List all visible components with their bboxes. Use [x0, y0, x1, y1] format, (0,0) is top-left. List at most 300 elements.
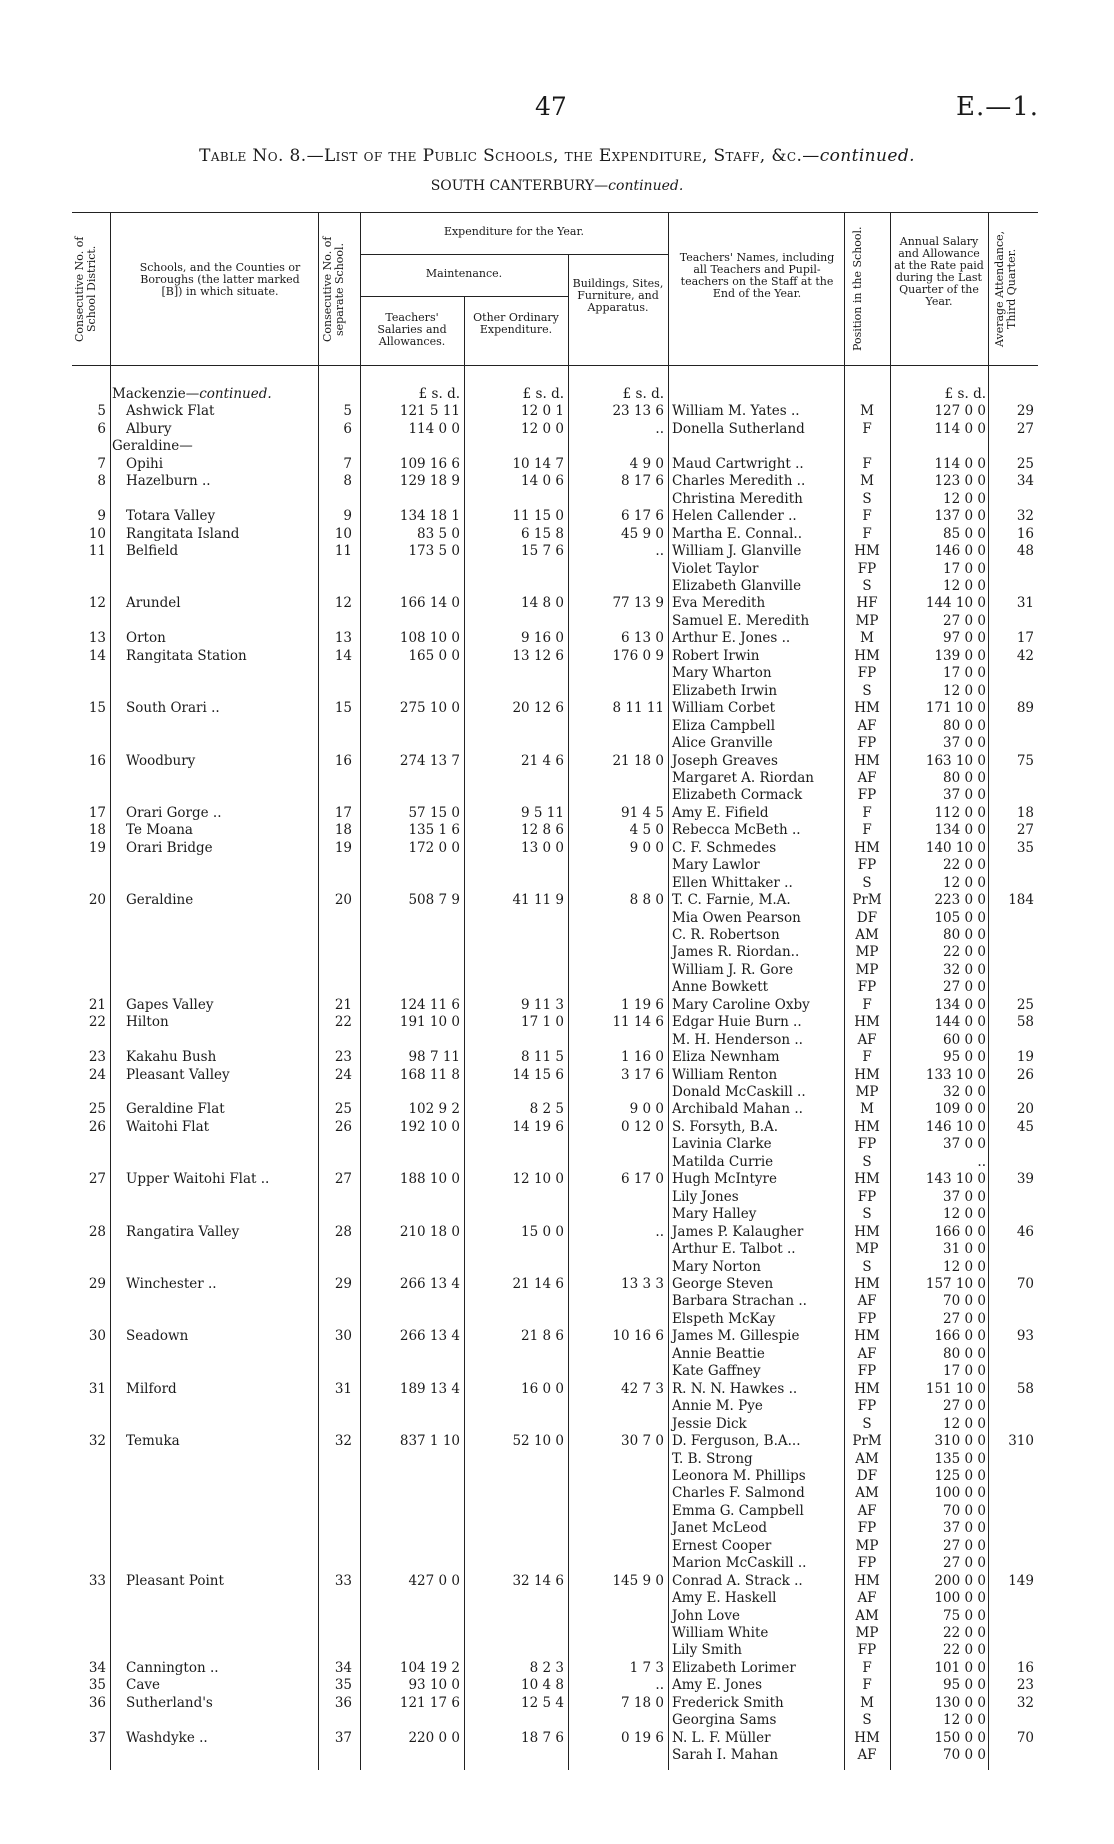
- annual-salary: 134 0 0: [934, 996, 986, 1013]
- attendance: 70: [1016, 1729, 1034, 1746]
- table-row: [0, 1067, 1114, 1084]
- annual-salary: 146 0 0: [934, 543, 986, 559]
- school-name: Cannington ..: [126, 1659, 219, 1676]
- school-name: Woodbury: [126, 752, 196, 769]
- position: M: [860, 403, 874, 420]
- teacher-name: Helen Callender ..: [672, 508, 797, 525]
- salaries: 192 10 0: [399, 1118, 460, 1135]
- annual-salary: 27 0 0: [943, 1310, 986, 1327]
- expenditure-rule: [360, 254, 668, 255]
- header-buildings: Buildings, Sites, Furniture, and Apparatus.: [572, 277, 664, 314]
- annual-salary: 22 0 0: [943, 1642, 986, 1659]
- school-no: 29: [334, 1275, 352, 1292]
- district-no: 31: [88, 1380, 106, 1397]
- table-row: [0, 648, 1114, 665]
- position: M: [860, 630, 874, 647]
- buildings: 6 13 0: [621, 630, 664, 647]
- district-no: 9: [97, 508, 106, 525]
- teacher-name: Arthur E. Jones ..: [672, 630, 791, 647]
- header-school: Schools, and the Counties or Boroughs (the latter marked [B]) in which situate.: [139, 261, 301, 298]
- attendance: 17: [1016, 630, 1034, 647]
- buildings: 45 9 0: [621, 525, 664, 542]
- teacher-name: Mary Caroline Oxby: [672, 996, 810, 1013]
- annual-salary: 70 0 0: [943, 1293, 986, 1310]
- teacher-name: Mary Lawlor: [672, 857, 760, 874]
- teacher-name: Christina Meredith: [672, 490, 803, 507]
- buildings: 145 9 0: [612, 1572, 664, 1589]
- annual-salary: £ s. d.: [944, 386, 986, 402]
- teacher-name: Lily Jones: [672, 1188, 739, 1205]
- school-no: 10: [334, 525, 352, 542]
- position: F: [862, 996, 872, 1013]
- teacher-name: James M. Gillespie: [672, 1328, 800, 1345]
- position: HM: [854, 1275, 880, 1292]
- district-no: 18: [88, 822, 106, 839]
- table-row: [0, 1520, 1114, 1537]
- annual-salary: 125 0 0: [934, 1467, 986, 1484]
- table-row: [0, 1224, 1114, 1241]
- table-row: [0, 1398, 1114, 1415]
- annual-salary: 12 0 0: [943, 1415, 986, 1432]
- school-no: 28: [334, 1223, 352, 1240]
- teacher-name: Amy E. Jones: [672, 1677, 763, 1694]
- teacher-name: Donella Sutherland: [672, 420, 805, 437]
- teacher-name: Georgina Sams: [672, 1712, 777, 1729]
- annual-salary: 150 0 0: [934, 1729, 986, 1746]
- school-name: Geraldine—: [112, 438, 193, 455]
- salaries: 173 5 0: [408, 543, 460, 559]
- table-row: [0, 1416, 1114, 1433]
- buildings: 1 7 3: [629, 1659, 664, 1676]
- salaries: 172 0 0: [408, 839, 460, 856]
- annual-salary: 37 0 0: [943, 1136, 986, 1153]
- table-row: [0, 997, 1114, 1014]
- annual-salary: 70 0 0: [943, 1747, 986, 1764]
- teacher-name: Amy E. Fifield: [672, 804, 769, 821]
- teacher-name: T. C. Farnie, M.A.: [672, 892, 791, 908]
- other-expenditure: 13 12 6: [512, 647, 564, 664]
- annual-salary: 151 10 0: [925, 1380, 986, 1397]
- other-expenditure: 11 15 0: [512, 508, 564, 525]
- table-row: [0, 892, 1114, 909]
- table-row: [0, 700, 1114, 717]
- other-expenditure: 15 0 0: [521, 1223, 564, 1240]
- attendance: 70: [1016, 1275, 1034, 1292]
- header-school-no: Consecutive No. of separate School.: [321, 236, 346, 342]
- district-no: 23: [88, 1049, 106, 1066]
- table-row: [0, 630, 1114, 647]
- table-row: [0, 683, 1114, 700]
- salaries: 102 9 2: [408, 1101, 460, 1118]
- buildings: 3 17 6: [621, 1066, 664, 1083]
- salaries: 121 17 6: [399, 1694, 460, 1711]
- header-district-no: Consecutive No. of School District.: [73, 236, 98, 342]
- salaries: 837 1 10: [399, 1433, 460, 1449]
- position: HM: [854, 543, 880, 559]
- school-name: Rangatira Valley: [126, 1223, 240, 1240]
- teacher-name: Samuel E. Meredith: [672, 612, 810, 629]
- school-name: Milford: [126, 1380, 177, 1397]
- table-title-continued: continued.: [819, 146, 915, 166]
- school-no: 33: [334, 1572, 352, 1589]
- buildings: 77 13 9: [612, 595, 664, 612]
- attendance: 32: [1016, 1694, 1034, 1711]
- buildings: 11 14 6: [612, 1014, 664, 1031]
- table-row: [0, 1485, 1114, 1502]
- district-no: 21: [88, 996, 106, 1013]
- salaries: 210 18 0: [399, 1223, 460, 1240]
- buildings: 9 0 0: [629, 839, 664, 856]
- position: S: [862, 490, 872, 507]
- district-no: 28: [88, 1223, 106, 1240]
- other-expenditure: 8 2 5: [529, 1101, 564, 1118]
- school-no: 12: [334, 595, 352, 612]
- table-row: [0, 1101, 1114, 1118]
- annual-salary: 127 0 0: [934, 403, 986, 420]
- salaries: 266 13 4: [399, 1275, 460, 1292]
- table-row: [0, 1189, 1114, 1206]
- teacher-name: Frederick Smith: [672, 1694, 784, 1711]
- district-no: 13: [88, 630, 106, 647]
- other-expenditure: 12 8 6: [521, 822, 564, 839]
- buildings: 8 11 11: [612, 700, 664, 717]
- annual-salary: 223 0 0: [934, 892, 986, 908]
- buildings: 0 12 0: [621, 1118, 664, 1135]
- district-no: 15: [88, 700, 106, 717]
- attendance: 58: [1016, 1380, 1034, 1397]
- teacher-name: Annie Beattie: [672, 1345, 765, 1362]
- school-name: Sutherland's: [126, 1694, 213, 1711]
- school-name: Albury: [126, 420, 172, 437]
- page-number: 47: [535, 92, 567, 121]
- teacher-name: Charles F. Salmond: [672, 1485, 805, 1502]
- attendance: 27: [1016, 420, 1034, 437]
- position: FP: [857, 1188, 877, 1205]
- annual-salary: 80 0 0: [943, 926, 986, 943]
- position: FP: [857, 1310, 877, 1327]
- annual-salary: 123 0 0: [934, 473, 986, 490]
- attendance: 25: [1016, 455, 1034, 472]
- school-no: 30: [334, 1328, 352, 1345]
- other-expenditure: 41 11 9: [512, 892, 564, 908]
- school-name: Orton: [126, 630, 166, 647]
- annual-salary: 134 0 0: [934, 822, 986, 839]
- table-row: [0, 1276, 1114, 1293]
- district-no: 22: [88, 1014, 106, 1031]
- table-row: [0, 543, 1114, 560]
- table-row: [0, 1346, 1114, 1363]
- school-name: Temuka: [126, 1433, 180, 1449]
- other-expenditure: 14 0 6: [521, 473, 564, 490]
- position: HM: [854, 1118, 880, 1135]
- teacher-name: Leonora M. Phillips: [672, 1467, 806, 1484]
- teacher-name: Martha E. Connal..: [672, 525, 803, 542]
- position: FP: [857, 735, 877, 751]
- school-no: 34: [334, 1659, 352, 1676]
- other-expenditure: 17 1 0: [521, 1014, 564, 1031]
- position: HM: [854, 1380, 880, 1397]
- district-no: 33: [88, 1572, 106, 1589]
- table-row: [0, 1538, 1114, 1555]
- position: FP: [857, 1363, 877, 1380]
- salaries: 134 18 1: [399, 508, 460, 525]
- table-row: [0, 1328, 1114, 1345]
- position: M: [860, 1694, 874, 1711]
- school-no: 26: [334, 1118, 352, 1135]
- salaries: 121 5 11: [399, 403, 460, 420]
- teacher-name: William White: [672, 1625, 769, 1641]
- school-name: Kakahu Bush: [126, 1049, 217, 1066]
- table-row: [0, 473, 1114, 490]
- school-name: Te Moana: [126, 822, 193, 839]
- position: F: [862, 525, 872, 542]
- position: F: [862, 1049, 872, 1066]
- annual-salary: 139 0 0: [934, 647, 986, 664]
- position: M: [860, 473, 874, 490]
- annual-salary: 70 0 0: [943, 1502, 986, 1519]
- salaries: 427 0 0: [408, 1572, 460, 1589]
- district-no: 36: [88, 1694, 106, 1711]
- attendance: 25: [1016, 996, 1034, 1013]
- table-row: [0, 735, 1114, 752]
- other-expenditure: 6 15 8: [521, 525, 564, 542]
- teacher-name: Maud Cartwright ..: [672, 455, 804, 472]
- salaries: 129 18 9: [399, 473, 460, 490]
- annual-salary: 80 0 0: [943, 769, 986, 786]
- table-row: [0, 1433, 1114, 1450]
- district-no: 12: [88, 595, 106, 612]
- school-no: 9: [343, 508, 352, 525]
- continued-marker: continued.: [199, 386, 272, 402]
- district-no: 29: [88, 1275, 106, 1292]
- buildings: 4 9 0: [629, 455, 664, 472]
- buildings: ..: [655, 1223, 664, 1240]
- attendance: 19: [1016, 1049, 1034, 1066]
- district-no: 11: [88, 543, 106, 559]
- salaries: 168 11 8: [399, 1066, 460, 1083]
- buildings: 10 16 6: [612, 1328, 664, 1345]
- school-no: 18: [334, 822, 352, 839]
- school-name: Orari Bridge: [126, 839, 213, 856]
- annual-salary: 95 0 0: [943, 1677, 986, 1694]
- district-no: 16: [88, 752, 106, 769]
- header-expenditure: Expenditure for the Year.: [443, 225, 585, 238]
- school-no: 8: [343, 473, 352, 490]
- school-no: 13: [334, 630, 352, 647]
- other-expenditure: 18 7 6: [521, 1729, 564, 1746]
- other-expenditure: 8 11 5: [521, 1049, 564, 1066]
- attendance: 29: [1016, 403, 1034, 420]
- region-continued: continued.: [608, 178, 684, 194]
- position: AF: [857, 1747, 877, 1764]
- annual-salary: 80 0 0: [943, 1345, 986, 1362]
- school-name: Gapes Valley: [126, 996, 214, 1013]
- buildings: 6 17 0: [621, 1171, 664, 1188]
- district-no: 37: [88, 1729, 106, 1746]
- table-row: [0, 753, 1114, 770]
- table-row: [0, 403, 1114, 420]
- annual-salary: 85 0 0: [943, 525, 986, 542]
- annual-salary: 105 0 0: [934, 909, 986, 926]
- table-row: [0, 1259, 1114, 1276]
- position: F: [862, 508, 872, 525]
- school-no: 24: [334, 1066, 352, 1083]
- teacher-name: Elspeth McKay: [672, 1310, 776, 1327]
- annual-salary: 31 0 0: [943, 1241, 986, 1257]
- annual-salary: 37 0 0: [943, 1520, 986, 1537]
- table-row: [0, 1032, 1114, 1049]
- position: S: [862, 1258, 872, 1275]
- position: S: [862, 874, 872, 891]
- position: FP: [857, 1555, 877, 1572]
- other-expenditure: 16 0 0: [521, 1380, 564, 1397]
- table-row: [0, 1451, 1114, 1468]
- school-name: Opihi: [126, 455, 164, 472]
- buildings: 21 18 0: [612, 752, 664, 769]
- teacher-name: Violet Taylor: [672, 560, 759, 577]
- annual-salary: 12 0 0: [943, 1258, 986, 1275]
- teacher-name: Marion McCaskill ..: [672, 1555, 807, 1572]
- annual-salary: 37 0 0: [943, 735, 986, 751]
- teacher-name: C. R. Robertson: [672, 926, 780, 943]
- attendance: 310: [1008, 1433, 1034, 1449]
- position: S: [862, 578, 872, 594]
- position: MP: [855, 1537, 879, 1554]
- district-no: 5: [97, 403, 106, 420]
- district-no: 7: [97, 455, 106, 472]
- table-row: [0, 910, 1114, 927]
- header-top-rule: [72, 212, 1038, 213]
- header-bottom-rule: [72, 365, 1038, 366]
- school-name: Belfield: [126, 543, 179, 559]
- position: AF: [857, 1345, 877, 1362]
- annual-salary: 112 0 0: [934, 804, 986, 821]
- salaries: £ s. d.: [418, 386, 460, 402]
- salaries: 266 13 4: [399, 1328, 460, 1345]
- attendance: 23: [1016, 1677, 1034, 1694]
- school-name: Totara Valley: [126, 508, 216, 525]
- teacher-name: George Steven: [672, 1275, 774, 1292]
- teacher-name: Joseph Greaves: [672, 752, 778, 769]
- position: F: [862, 822, 872, 839]
- other-expenditure: 10 4 8: [521, 1677, 564, 1694]
- annual-salary: 12 0 0: [943, 1712, 986, 1729]
- table-row: [0, 1677, 1114, 1694]
- teacher-name: D. Ferguson, B.A...: [672, 1433, 801, 1449]
- teacher-name: Elizabeth Lorimer: [672, 1659, 796, 1676]
- teacher-name: Emma G. Campbell: [672, 1502, 804, 1519]
- table-row: [0, 770, 1114, 787]
- attendance: 48: [1016, 543, 1034, 559]
- district-no: 25: [88, 1101, 106, 1118]
- position: MP: [855, 1241, 879, 1257]
- school-name: Hilton: [126, 1014, 169, 1031]
- salaries: 93 10 0: [408, 1677, 460, 1694]
- school-no: 37: [334, 1729, 352, 1746]
- teacher-name: S. Forsyth, B.A.: [672, 1118, 779, 1135]
- teacher-name: Ellen Whittaker ..: [672, 874, 793, 891]
- buildings: 30 7 0: [621, 1433, 664, 1449]
- buildings: 1 19 6: [621, 996, 664, 1013]
- buildings: 4 5 0: [629, 822, 664, 839]
- header-salaries: Teachers' Salaries and Allowances.: [377, 311, 447, 348]
- position: FP: [857, 787, 877, 804]
- teacher-name: Janet McLeod: [672, 1520, 767, 1537]
- annual-salary: 200 0 0: [934, 1572, 986, 1589]
- salaries: 220 0 0: [408, 1729, 460, 1746]
- teacher-name: Charles Meredith ..: [672, 473, 806, 490]
- header-teachers: Teachers' Names, including all Teachers and Pupil-teachers on the Staff at the End of the Year.: [679, 251, 835, 300]
- school-no: 7: [343, 455, 352, 472]
- table-row: [0, 1049, 1114, 1066]
- teacher-name: Barbara Strachan ..: [672, 1293, 807, 1310]
- annual-salary: 27 0 0: [943, 1537, 986, 1554]
- table-row: [0, 979, 1114, 996]
- table-row: [0, 1608, 1114, 1625]
- table-row: [0, 787, 1114, 804]
- table-title-main: Table No. 8.—List of the Public Schools, the Expenditure, Staff, &c.—: [199, 146, 820, 166]
- salaries: 98 7 11: [408, 1049, 460, 1066]
- table-row: [0, 1014, 1114, 1031]
- teacher-name: N. L. F. Müller: [672, 1729, 771, 1746]
- teacher-name: Arthur E. Talbot ..: [672, 1241, 796, 1257]
- header-salary: Annual Salary and Allowance at the Rate paid during the Last Quarter of the Year.: [894, 235, 984, 308]
- district-no: 8: [97, 473, 106, 490]
- table-row: [0, 508, 1114, 525]
- position: AM: [855, 926, 879, 943]
- school-name: Geraldine Flat: [126, 1101, 225, 1118]
- annual-salary: 146 10 0: [925, 1118, 986, 1135]
- teacher-name: Donald McCaskill ..: [672, 1084, 806, 1100]
- teacher-name: Rebecca McBeth ..: [672, 822, 801, 839]
- table-row: [0, 1590, 1114, 1607]
- position: AF: [857, 1031, 877, 1048]
- header-other: Other Ordinary Expenditure.: [473, 311, 559, 336]
- annual-salary: 22 0 0: [943, 1625, 986, 1641]
- salaries: 165 0 0: [408, 647, 460, 664]
- table-row: [0, 1625, 1114, 1642]
- buildings: ..: [655, 543, 664, 559]
- position: FP: [857, 1520, 877, 1537]
- annual-salary: 12 0 0: [943, 874, 986, 891]
- teacher-name: Eliza Campbell: [672, 717, 776, 734]
- position: HM: [854, 1223, 880, 1240]
- position: FP: [857, 979, 877, 996]
- school-no: 16: [334, 752, 352, 769]
- attendance: 27: [1016, 822, 1034, 839]
- table-row: [0, 561, 1114, 578]
- school-no: 25: [334, 1101, 352, 1118]
- annual-salary: 95 0 0: [943, 1049, 986, 1066]
- other-expenditure: 12 0 1: [521, 403, 564, 420]
- table-row: [0, 1206, 1114, 1223]
- table-row: [0, 1573, 1114, 1590]
- teacher-name: Eliza Newnham: [672, 1049, 780, 1066]
- buildings: 9 0 0: [629, 1101, 664, 1118]
- teacher-name: John Love: [672, 1607, 740, 1624]
- position: PrM: [852, 1433, 882, 1449]
- teacher-name: Elizabeth Irwin: [672, 682, 778, 699]
- position: AF: [857, 769, 877, 786]
- annual-salary: 310 0 0: [934, 1433, 986, 1449]
- teacher-name: Hugh McIntyre: [672, 1171, 778, 1188]
- teacher-name: William Corbet: [672, 700, 776, 717]
- salaries: 191 10 0: [399, 1014, 460, 1031]
- position: HM: [854, 1328, 880, 1345]
- position: FP: [857, 1136, 877, 1153]
- school-name: Waitohi Flat: [126, 1118, 210, 1135]
- buildings: 91 4 5: [621, 804, 664, 821]
